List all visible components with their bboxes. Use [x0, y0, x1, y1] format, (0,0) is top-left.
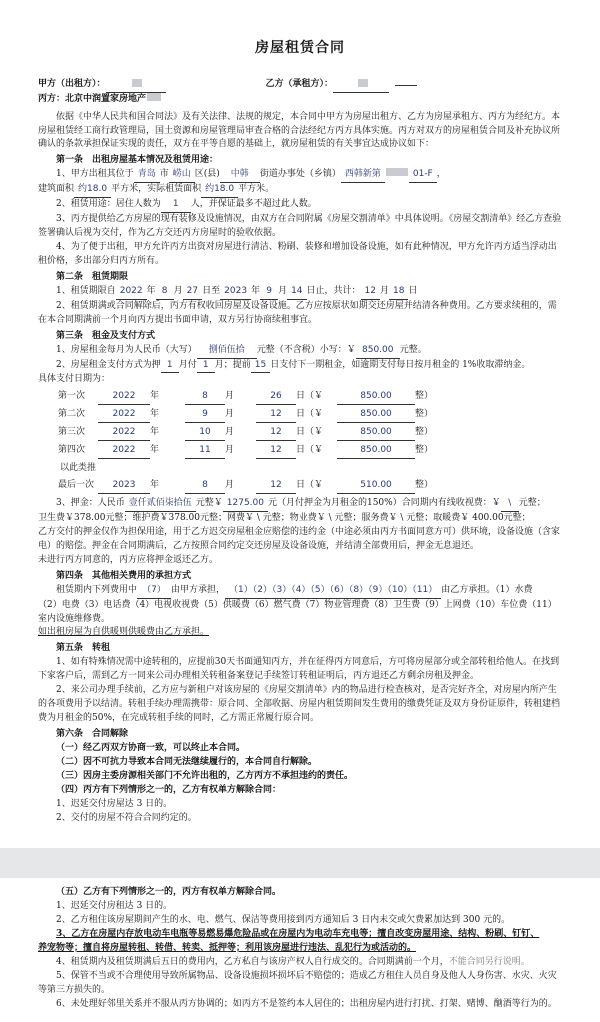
payment-row: 第一次 2022 年 8 月 26 日（￥ 850.00 整）: [38, 390, 562, 405]
article-5-heading: 第五条 转租: [56, 643, 111, 654]
article-6: [38, 728, 562, 826]
page-2-heading: （五）乙方有下列情形之一的，丙方有权单方解除合同。: [56, 887, 282, 897]
party-line: [38, 78, 562, 93]
article-1-line-3: 3、丙方提供给乙方房屋的现有装修及设施情况，由双方在合同附属《房屋交割清单》中具体说明。《房屋交割清单》经乙方查验签署确认后视为交付，作为乙方交还丙方房屋时的验收依据。: [38, 214, 562, 239]
party-a-label: 甲方（出租方）：: [38, 78, 106, 89]
article-4-line-1c: 如出租房屋为自供暖则供暖费由乙方承担。: [38, 627, 210, 638]
article-5: [38, 642, 562, 726]
article-6-item-1: （一）经乙丙双方协商一致，可以终止本合同。: [56, 742, 246, 753]
article-3-line-2: 2、房屋租金支付方式为押 1 月付 1 月；提前 15 日支付下一期租金，如逾期支付每日按月租金的 1%收取滞纳金。: [38, 359, 562, 374]
article-6-sub-1: 1、迟延交付房屋达 3 日的。: [56, 798, 173, 809]
article-3-deposit-line: 3、押金：人民币 壹仟贰佰柒拾伍 元整￥ 1275.00 元（月付押金为月租金的150%）合同期内有线收视费：￥ \ 元整；: [38, 497, 562, 512]
article-4-line-1b: （2）电费（3）电话费（4）电视收视费（5）供暖费（6）燃气费（7）物业管理费（8）卫生费（9）上网费（10）车位费（11）室内设施维修费。: [38, 599, 557, 624]
article-6-item-3: （三）因房主委房源相关部门不允许出租的，乙方丙方不承担违约的责任。: [56, 770, 354, 781]
contract-page-2: [0, 878, 600, 1022]
article-3-schedule-label: 具体支付日期为：: [38, 374, 111, 385]
article-5-line-1: 1、如有特殊情况需中途转租的，应提前30天书面通知丙方，并在征得丙方同意后，方可将房屋部分或全部转租给他人。在找到下家客户后，需到乙方一同来公司办理相关转租备案登记手续签订转租证明后，丙方退还乙方剩余房租及押金。: [38, 657, 560, 682]
article-3-fees-line: 卫生费￥378.00元整；维护费￥378.00元整；网费￥ \ 元整；物业费￥ \ 元整；服务费￥ \ 元整；取暖费￥ 400.00元整；: [38, 512, 531, 523]
article-1-line-1: 1、甲方出租其位于 青岛 市 崂山 区(县) 中韩 街道办事处（乡镇） 西韩新第 01-F ，: [38, 168, 562, 183]
article-3-line-1: 1、房屋租金每月为人民币（大写） 捌佰伍拾 元整（不含税）小写：￥ 850.00 元整。: [38, 344, 562, 359]
article-1-line-4: 4、为了便于出租，甲方允许丙方出资对房屋进行清洁、粉刷、装修和增加设备设施，如有此种情况，甲方允许丙方适当浮动出租价格，多出部分归丙方所有。: [38, 242, 557, 266]
article-4-line-1: 租赁期内下列费用中 （7） 由甲方承担， （1）（2）（3）（4）（5）（6）（8）（9）（10）（11） 由乙方承担。（1）水费: [38, 584, 562, 599]
article-6-sub-2: 2、交付的房屋不符合合同约定的。: [56, 812, 197, 823]
party-c-line: [38, 93, 562, 107]
page-2-line-5: 5、保管不当或不合理使用导致所属物品、设备设施损坏损坏后不赔偿的；造成乙方租住人员自身及他人人身伤害、水灾、火灾等第三方损失的。: [38, 970, 557, 995]
article-4-heading: 第四条 其他相关费用的承担方式: [56, 570, 192, 581]
party-a-name-field: [106, 78, 166, 93]
article-6-item-4: （四）丙方有下列情形之一的，乙方有权单方解除合同：: [56, 784, 282, 795]
so-on-line: 以此类推: [60, 463, 97, 474]
contract-title: 房屋租赁合同: [255, 40, 345, 56]
article-3: [38, 330, 562, 568]
intro-paragraph: 依据《中华人民共和国合同法》及有关法律、法规的规定，本合同中甲方为房屋出租方、乙方为房屋承租方、丙方为经纪方。本房屋租赁经工商行政管理局，国土资源和房屋管理局审查合格的合法经纪方丙方具体实施。丙方对双方的房屋租赁合同及补充协议所确认的条款承担保证实现的责任，双方在平等自愿的基础上，就房屋租赁的有关事宜达成协议如下：: [38, 111, 561, 150]
page-2-line-6: 6、未处理好邻里关系并不服从丙方协调的；如丙方不是签约本人居住的；出租房屋内进行打扰、打架、赌博、酗酒等行为的。: [56, 998, 557, 1009]
article-3-deposit-return: 未进行丙方同意的，丙方应将押金返还乙方。: [38, 554, 219, 565]
page-2-line-3: 3、乙方在房屋内存放电动车电瓶等易燃易爆危险品或在房屋内为电动车充电等；擅自改变房屋用途、结构、粉刷、钉钉、: [56, 928, 540, 939]
page-2-line-1: 1、迟延交付房租达 3 日的。: [56, 900, 173, 911]
article-2: [38, 271, 562, 328]
payment-row: 第二次 2022 年 9 月 12 日（￥ 850.00 整）: [38, 408, 562, 423]
article-2-heading: 第二条 租赁期限: [56, 271, 129, 282]
page-separator: [0, 848, 600, 878]
payment-row: 第三次 2022 年 10 月 12 日（￥ 850.00 整）: [38, 426, 562, 441]
party-b-name-field: [333, 78, 389, 93]
article-3-heading: 第三条 租金及支付方式: [56, 330, 156, 341]
payment-last: 最后一次 2023 年 8 月 12 日（￥ 510.00 整）: [38, 479, 562, 494]
article-1-line-2: 2、租赁用途：居住人数为 1 人，并保证最多不超过此人数。: [38, 198, 562, 213]
article-6-heading: 第六条 合同解除: [56, 729, 129, 739]
payment-row: 第四次 2022 年 11 月 12 日（￥ 850.00 整）: [38, 444, 562, 459]
payment-schedule: [38, 390, 562, 459]
party-c-label: 丙方：北京中润置家房地产: [38, 93, 147, 104]
article-5-line-2: 2、来公司办理手续前，乙方应与新租户对该房屋的《房屋交割清单》内的物品进行检查核对，是否完好齐全，对房屋内所产生的各项费用予以结清。转租手续办理需携带：原合同、全部收据、房屋内租赁期间发生费用的缴费凭证及双方身份证原件，转租建档费为月租金的50%，在完成转租手续的同时，乙方需正常履行原合同。: [38, 685, 561, 724]
party-b-label: 乙方（承租方）：: [265, 78, 334, 89]
article-3-deposit-terms: 乙方交付的押金仅作为担保用途，用于乙方迟交房屋租金应赔偿的违约金（中途必须由丙方书面同意方可）供环境，设备设施（含家电）的赔偿。押金在合同期满后，乙方按照合同约定交还房屋及设备设施，并结清全部费用后，押金无息退还。: [38, 526, 561, 551]
page-2-line-4: 4、租赁期内及租赁期满后五日的费用内，乙方私自与该房产权人自行成交的。合同期满前一个月， 不能合同另行说明。: [56, 956, 530, 967]
article-1-line-1b: 建筑面积 约18.0 平方米，实际租赁面积 约18.0 平方米。: [38, 183, 562, 198]
article-2-line-2: 2、租赁期满或合同解除后，丙方有权收回房屋及设备设施。乙方应按原状如期交还房屋并结清各种费用。乙方要求续租的，需在本合同期满前一个月向丙方提出书面申请，双方另行协商续租事宜。: [38, 300, 557, 325]
article-4: [38, 570, 562, 641]
page-2-line-3b: 养宠物等；擅自将房屋转租、转借、转卖、抵押等；利用该房屋进行违法、乱犯行为或活动的。: [38, 942, 417, 953]
article-6-item-2: （二）因不可抗力导致本合同无法继续履行的，本合同自行解除。: [56, 756, 318, 767]
page-2-line-2: 2、乙方租住该房屋期间产生的水、电、燃气、保洁等费用接到丙方通知后 3 日内未交或欠费累加达到 300 元的。: [56, 914, 511, 925]
article-2-line-1: 1、租赁期限自 2022 年 8 月 27 日至 2023 年 9 月 14 日止，共计： 12 月 18 日: [38, 285, 562, 300]
article-1-heading: 第一条 出租房屋基本情况及租赁用途：: [56, 155, 219, 166]
article-1: [38, 154, 562, 269]
